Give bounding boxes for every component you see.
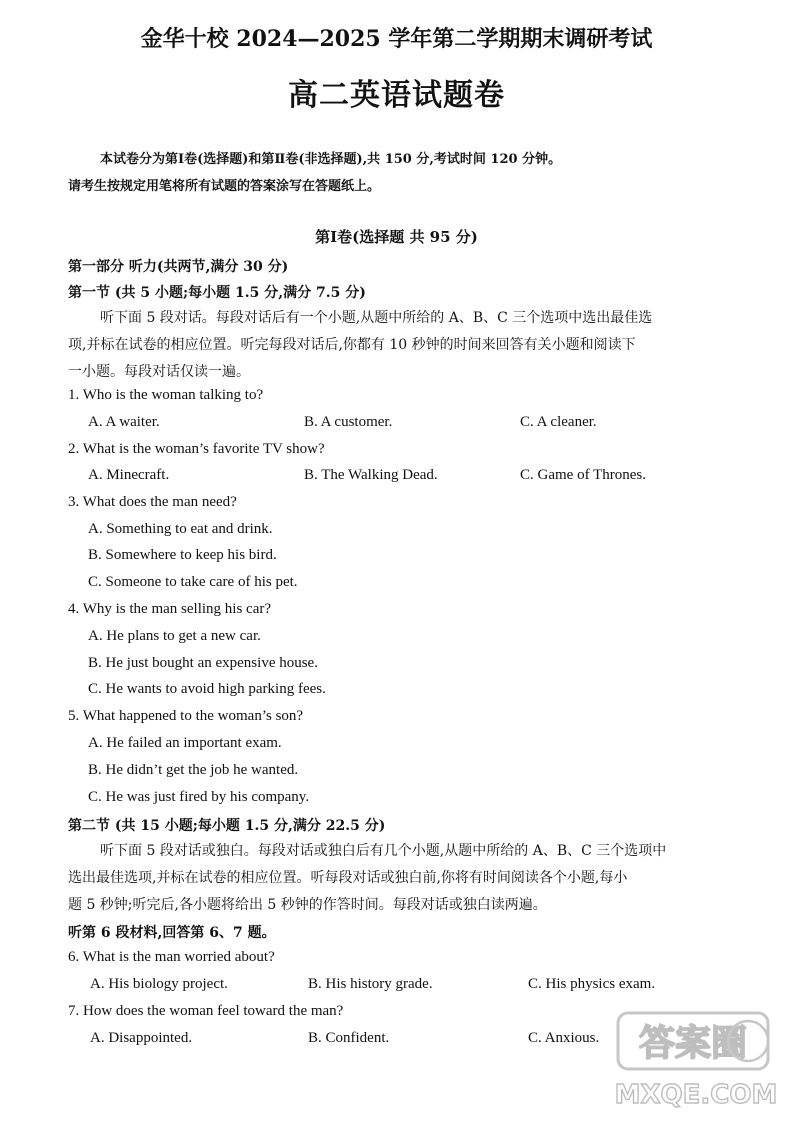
question-3-option-b: B. Somewhere to keep his bird. — [88, 547, 277, 563]
question-2-option-c: C. Game of Thrones. — [520, 467, 646, 483]
question-7-option-a: A. Disappointed. — [90, 1030, 193, 1046]
section-title: 第Ⅰ卷(选择题 共 95 分) — [315, 228, 478, 246]
question-7-option-b: B. Confident. — [308, 1030, 390, 1046]
question-7-option-c: C. Anxious. — [528, 1030, 600, 1046]
question-4-stem: 4. Why is the man selling his car? — [68, 601, 272, 617]
part-1-title: 第一部分 听力(共两节,满分 30 分) — [68, 259, 289, 275]
question-2-option-a: A. Minecraft. — [88, 467, 170, 483]
section-1-instructions-line-1: 听下面 5 段对话。每段对话后有一个小题,从题中所给的 A、B、C 三个选项中选出最佳选 — [100, 310, 653, 326]
section-1-instructions-line-3: 一小题。每段对话仅读一遍。 — [68, 364, 250, 380]
school-exam-title: 金华十校 2024—2025 学年第二学期期末调研考试 — [140, 26, 653, 52]
intro-line-2: 请考生按规定用笔将所有试题的答案涂写在答题纸上。 — [68, 179, 381, 194]
question-5-option-c: C. He was just fired by his company. — [88, 789, 310, 805]
part-1-section-1-title: 第一节 (共 5 小题;每小题 1.5 分,满分 7.5 分) — [68, 285, 366, 301]
question-6-option-c: C. His physics exam. — [528, 976, 656, 992]
question-2-stem: 2. What is the woman’s favorite TV show? — [68, 441, 325, 457]
paper-title: 高二英语试题卷 — [288, 78, 505, 113]
question-5-option-a: A. He failed an important exam. — [88, 735, 282, 751]
watermark-logo-text: 答案圈 — [638, 1023, 748, 1064]
material-note: 听第 6 段材料,回答第 6、7 题。 — [68, 925, 276, 941]
question-4-option-b: B. He just bought an expensive house. — [88, 655, 318, 671]
part-1-section-2-title: 第二节 (共 15 小题;每小题 1.5 分,满分 22.5 分) — [68, 818, 386, 834]
question-1-option-a: A. A waiter. — [88, 414, 160, 430]
section-1-instructions-line-2: 项,并标在试卷的相应位置。听完每段对话后,你都有 10 秒钟的时间来回答有关小题和阅读下 — [68, 337, 636, 353]
question-5-stem: 5. What happened to the woman’s son? — [68, 708, 304, 724]
question-2-option-b: B. The Walking Dead. — [304, 467, 438, 483]
section-2-instructions-line-2: 选出最佳选项,并标在试卷的相应位置。听每段对话或独白前,你将有时间阅读各个小题,每小 — [68, 870, 628, 886]
watermark-graphic — [608, 1005, 783, 1115]
question-6-option-a: A. His biology project. — [90, 976, 228, 992]
question-1-option-c: C. A cleaner. — [520, 414, 597, 430]
section-2-instructions-line-1: 听下面 5 段对话或独白。每段对话或独白后有几个小题,从题中所给的 A、B、C 三个选项中 — [100, 843, 667, 859]
question-4-option-c: C. He wants to avoid high parking fees. — [88, 681, 326, 697]
question-6-stem: 6. What is the man worried about? — [68, 949, 275, 965]
watermark-url-text: MXQE.COM — [614, 1080, 778, 1110]
watermark-logo — [608, 1005, 783, 1115]
question-7-stem: 7. How does the woman feel toward the man? — [68, 1003, 344, 1019]
question-3-stem: 3. What does the man need? — [68, 494, 237, 510]
section-2-instructions-line-3: 题 5 秒钟;听完后,各小题将给出 5 秒钟的作答时间。每段对话或独白读两遍。 — [68, 897, 547, 913]
question-3-option-a: A. Something to eat and drink. — [88, 521, 273, 537]
question-4-option-a: A. He plans to get a new car. — [88, 628, 261, 644]
question-6-option-b: B. His history grade. — [308, 976, 433, 992]
question-1-stem: 1. Who is the woman talking to? — [68, 387, 264, 403]
question-1-option-b: B. A customer. — [304, 414, 393, 430]
question-3-option-c: C. Someone to take care of his pet. — [88, 574, 298, 590]
question-5-option-b: B. He didn’t get the job he wanted. — [88, 762, 299, 778]
intro-line-1: 本试卷分为第Ⅰ卷(选择题)和第Ⅱ卷(非选择题),共 150 分,考试时间 120 分钟。 — [100, 152, 562, 167]
